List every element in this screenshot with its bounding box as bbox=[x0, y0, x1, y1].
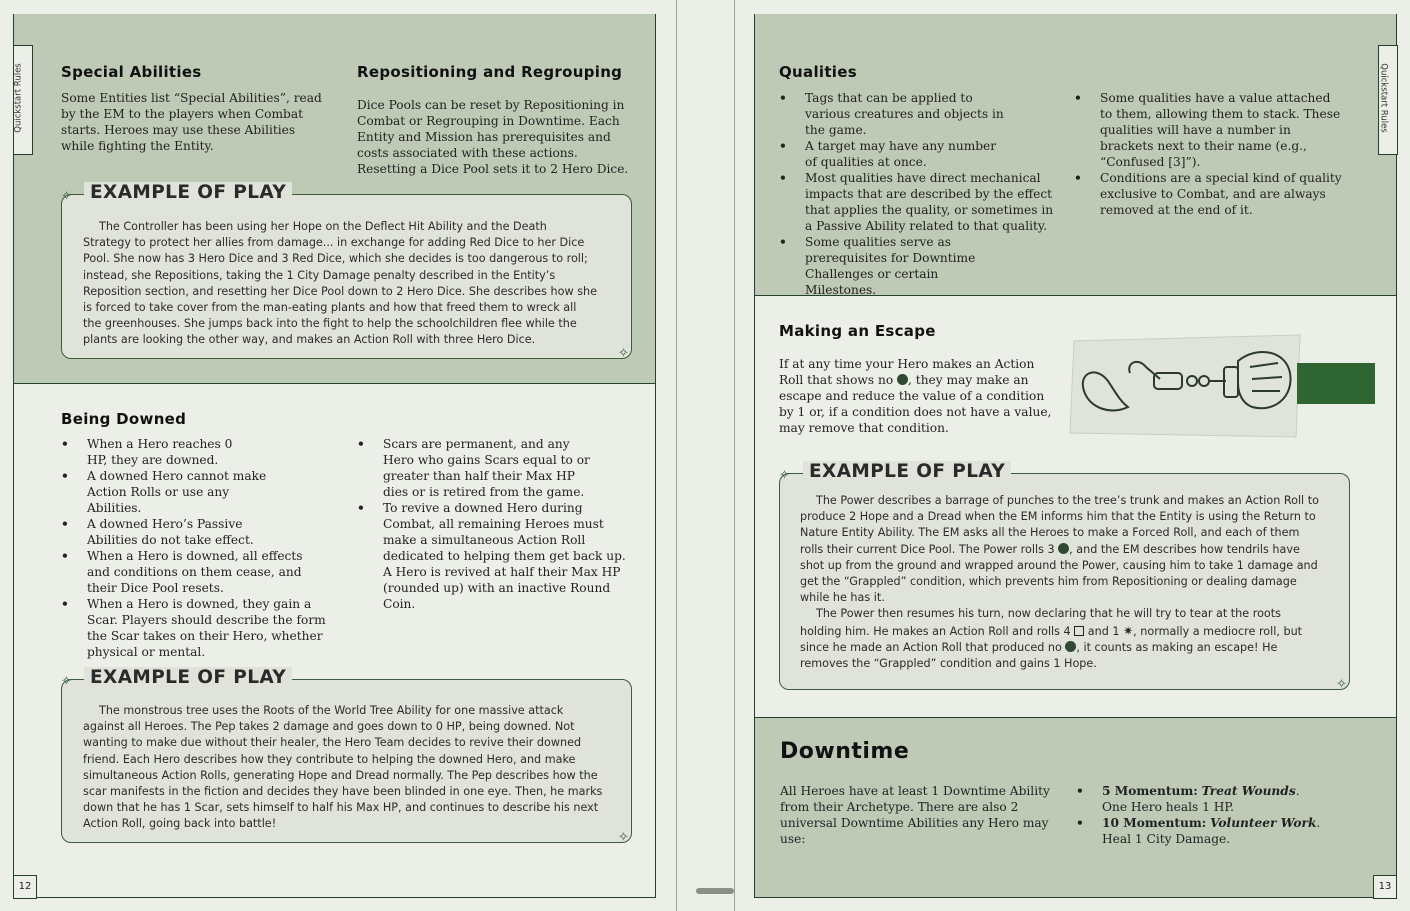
escape-text-part: If at any time your Hero makes an Action Roll that shows no bbox=[779, 357, 1035, 387]
downtime-body: All Heroes have at least 1 Downtime Ability from their Archetype. There are also 2 universal Downtime Abilities any Hero may use: bbox=[780, 784, 1050, 846]
downtime-heading: Downtime bbox=[780, 739, 910, 764]
qualities-heading: Qualities bbox=[779, 63, 857, 81]
sparkle-icon: ✧ bbox=[618, 830, 629, 845]
handcuffs-icon bbox=[1068, 333, 1308, 439]
skull-icon bbox=[1065, 641, 1076, 652]
starburst-icon: ✷ bbox=[1123, 623, 1134, 638]
qualities-list-1 bbox=[779, 90, 1057, 298]
example-of-play-title-3: EXAMPLE OF PLAY bbox=[803, 461, 1011, 482]
list-item: • A target may have any number of qualities at once. bbox=[779, 138, 1057, 170]
list-item: • Conditions are a special kind of quality exclusive to Combat, and are always removed at the end of it. bbox=[1074, 170, 1344, 218]
page-border-bottom-left bbox=[13, 897, 656, 898]
qualities-list-2 bbox=[1074, 90, 1344, 218]
making-an-escape-body bbox=[779, 356, 1057, 436]
example-of-play-title-2: EXAMPLE OF PLAY bbox=[84, 667, 292, 688]
right-page bbox=[705, 0, 1410, 911]
being-downed-heading: Being Downed bbox=[61, 410, 187, 428]
ability-name: Volunteer Work bbox=[1210, 816, 1317, 830]
list-item bbox=[1076, 783, 1366, 815]
list-item: • Most qualities have direct mechanical impacts that are described by the effect that applies the quality, or sometimes in a Passive Ability related to that quality. bbox=[779, 170, 1057, 234]
example-of-play-text-1 bbox=[83, 219, 598, 349]
example-text-part: , it counts as making an escape! He removes the “Grappled” condition and gains 1 Hope. bbox=[800, 640, 1278, 671]
being-downed-list-1 bbox=[61, 436, 326, 660]
example-text-part: and 1 bbox=[1087, 624, 1120, 638]
divider-right-2 bbox=[755, 717, 1396, 718]
sparkle-icon: ✧ bbox=[61, 189, 72, 204]
list-item: • When a Hero is downed, all effects and conditions on them cease, and their Dice Pool resets. bbox=[61, 548, 326, 596]
example-text-part: The Power then resumes his turn, now declaring that he will try to tear at the roots holding him. He makes an Action Roll and rolls 4 bbox=[800, 607, 1281, 638]
side-tab-label: Quickstart Rules bbox=[1378, 63, 1389, 133]
ability-cost: 10 Momentum: bbox=[1102, 816, 1207, 830]
sparkle-icon: ✧ bbox=[61, 674, 72, 689]
downtime-abilities-list bbox=[1076, 783, 1366, 847]
page-number-left: 12 bbox=[13, 875, 37, 899]
page-border-right-inner bbox=[754, 14, 755, 898]
list-item: • When a Hero reaches 0 HP, they are downed. bbox=[61, 436, 326, 468]
ability-end: . bbox=[1316, 816, 1321, 830]
page-scroll-handle[interactable] bbox=[696, 888, 734, 894]
example-text-part: , normally a mediocre roll, but since he made an Action Roll that produced no bbox=[800, 624, 1303, 654]
sparkle-icon: ✧ bbox=[779, 468, 790, 483]
example-of-play-title-1: EXAMPLE OF PLAY bbox=[84, 182, 292, 203]
list-item: • A downed Hero’s Passive Abilities do not take effect. bbox=[61, 516, 326, 548]
list-item: • When a Hero is downed, they gain a Scar. Players should describe the form the Scar takes on their Hero, whether physical or mental. bbox=[61, 596, 326, 660]
list-item: • A downed Hero cannot make Action Rolls or use any Abilities. bbox=[61, 468, 326, 516]
skull-icon bbox=[1058, 543, 1069, 554]
handcuffs-illustration bbox=[1068, 333, 1308, 439]
gutter-line-right bbox=[734, 0, 735, 911]
example-paragraph: The monstrous tree uses the Roots of the World Tree Ability for one massive attack against all Heroes. The Pep takes 2 damage and goes down to 0 HP, being downed. Not wanting to make due without their healer, the Hero Team decides to revive their downed friend. Each Hero describes how they contribute to helping the downed Hero, and make simultaneous Action Rolls, generating Hope and Dread normally. The Pep describes how the scar manifests in the fiction and decides they have been blinded in one eye. Then, he marks down that he has 1 Scar, sets himself to half his Max HP, and continues to describe his next Action Roll, going back into battle! bbox=[83, 704, 603, 831]
list-item: • Scars are permanent, and any Hero who gains Scars equal to or greater than half their Max HP dies or is retired from the game. bbox=[357, 436, 637, 500]
list-item: • Tags that can be applied to various creatures and objects in the game. bbox=[779, 90, 1057, 138]
list-item: • To revive a downed Hero during Combat, all remaining Heroes must make a simultaneous Action Roll dedicated to helping them get back up. A Hero is revived at half their Max HP (rounded up) with an inactive Round Coin. bbox=[357, 500, 637, 612]
being-downed-list-2 bbox=[357, 436, 637, 612]
page-number-right: 13 bbox=[1373, 875, 1397, 899]
page-border-left-inner bbox=[655, 14, 656, 898]
example-paragraph: The Controller has been using her Hope on the Deflect Hit Ability and the Death Strategy to protect her allies from damage... in exchange for adding Red Dice to her Dice Pool. She now has 3 Hero Dice and 3 Red Dice, which she decides is too dangerous to roll; instead, she Repositions, taking the 1 City Damage penalty described in the Entity’s Reposition section, and resetting her Dice Pool down to 2 Hero Dice. She describes how she is forced to take cover from the man-eating plants and how that freed them to wreck all the greenhouses. She jumps back into the fight to help the schoolchildren flee while the plants are looking the other way, and makes an Action Roll with three Hero Dice. bbox=[83, 220, 597, 347]
special-abilities-body: Some Entities list “Special Abilities”, read by the EM to the players when Combat starts. Heroes may use these Abilities while fighting the Entity. bbox=[61, 91, 322, 153]
repositioning-body: Dice Pools can be reset by Repositioning in Combat or Regrouping in Downtime. Each Entity and Mission has prerequisites and costs associated with these actions. Resetting a Dice Pool sets it to 2 Hero Dice. bbox=[357, 98, 629, 176]
ability-desc: One Hero heals 1 HP. bbox=[1102, 800, 1235, 814]
ability-end: . bbox=[1295, 784, 1300, 798]
special-abilities-heading: Special Abilities bbox=[61, 63, 202, 81]
ability-name: Treat Wounds bbox=[1201, 784, 1296, 798]
gutter-line-left bbox=[676, 0, 677, 911]
sparkle-icon: ✧ bbox=[1336, 677, 1347, 692]
ability-cost: 5 Momentum: bbox=[1102, 784, 1198, 798]
example-of-play-text-2 bbox=[83, 703, 603, 833]
making-an-escape-heading: Making an Escape bbox=[779, 322, 936, 340]
page-border-bottom-right bbox=[754, 897, 1397, 898]
example-text-part: The Power describes a barrage of punches to the tree’s trunk and makes an Action Roll to produce 2 Hope and a Dread when the EM informs him that the Entity is using the Return to Nature Entity Ability. The EM asks all the Heroes to make a Forced Roll, and each of them rolls their current Dice Pool. The Power rolls 3 bbox=[800, 494, 1319, 556]
blank-die-icon bbox=[1074, 626, 1084, 636]
example-paragraph bbox=[800, 606, 1320, 672]
side-tab-right bbox=[1378, 45, 1398, 155]
list-item: • Some qualities serve as prerequisites for Downtime Challenges or certain Milestones. bbox=[779, 234, 1057, 298]
example-paragraph bbox=[800, 493, 1320, 606]
escape-text-part: , they may make an escape and reduce the value of a condition by 1 or, if a condition does not have a value, may remove that condition. bbox=[779, 373, 1052, 435]
example-of-play-text-3 bbox=[800, 493, 1320, 672]
green-accent-bar bbox=[1297, 363, 1375, 404]
ability-desc: Heal 1 City Damage. bbox=[1102, 832, 1231, 846]
repositioning-heading: Repositioning and Regrouping bbox=[357, 63, 623, 81]
side-tab-left bbox=[13, 45, 33, 155]
skull-icon bbox=[897, 374, 908, 385]
divider-left bbox=[14, 383, 655, 384]
side-tab-label: Quickstart Rules bbox=[13, 63, 24, 133]
list-item: • Some qualities have a value attached to them, allowing them to stack. These qualities will have a number in brackets next to their name (e.g., “Confused [3]”). bbox=[1074, 90, 1344, 170]
list-item bbox=[1076, 815, 1366, 847]
example-text-part: , and the EM describes how tendrils have shot up from the ground and wrapped around the Power, causing him to take 1 damage and get the “Grappled” condition, which prevents him from Repositioning or dealing damage while he has it. bbox=[800, 542, 1318, 605]
sparkle-icon: ✧ bbox=[618, 346, 629, 361]
